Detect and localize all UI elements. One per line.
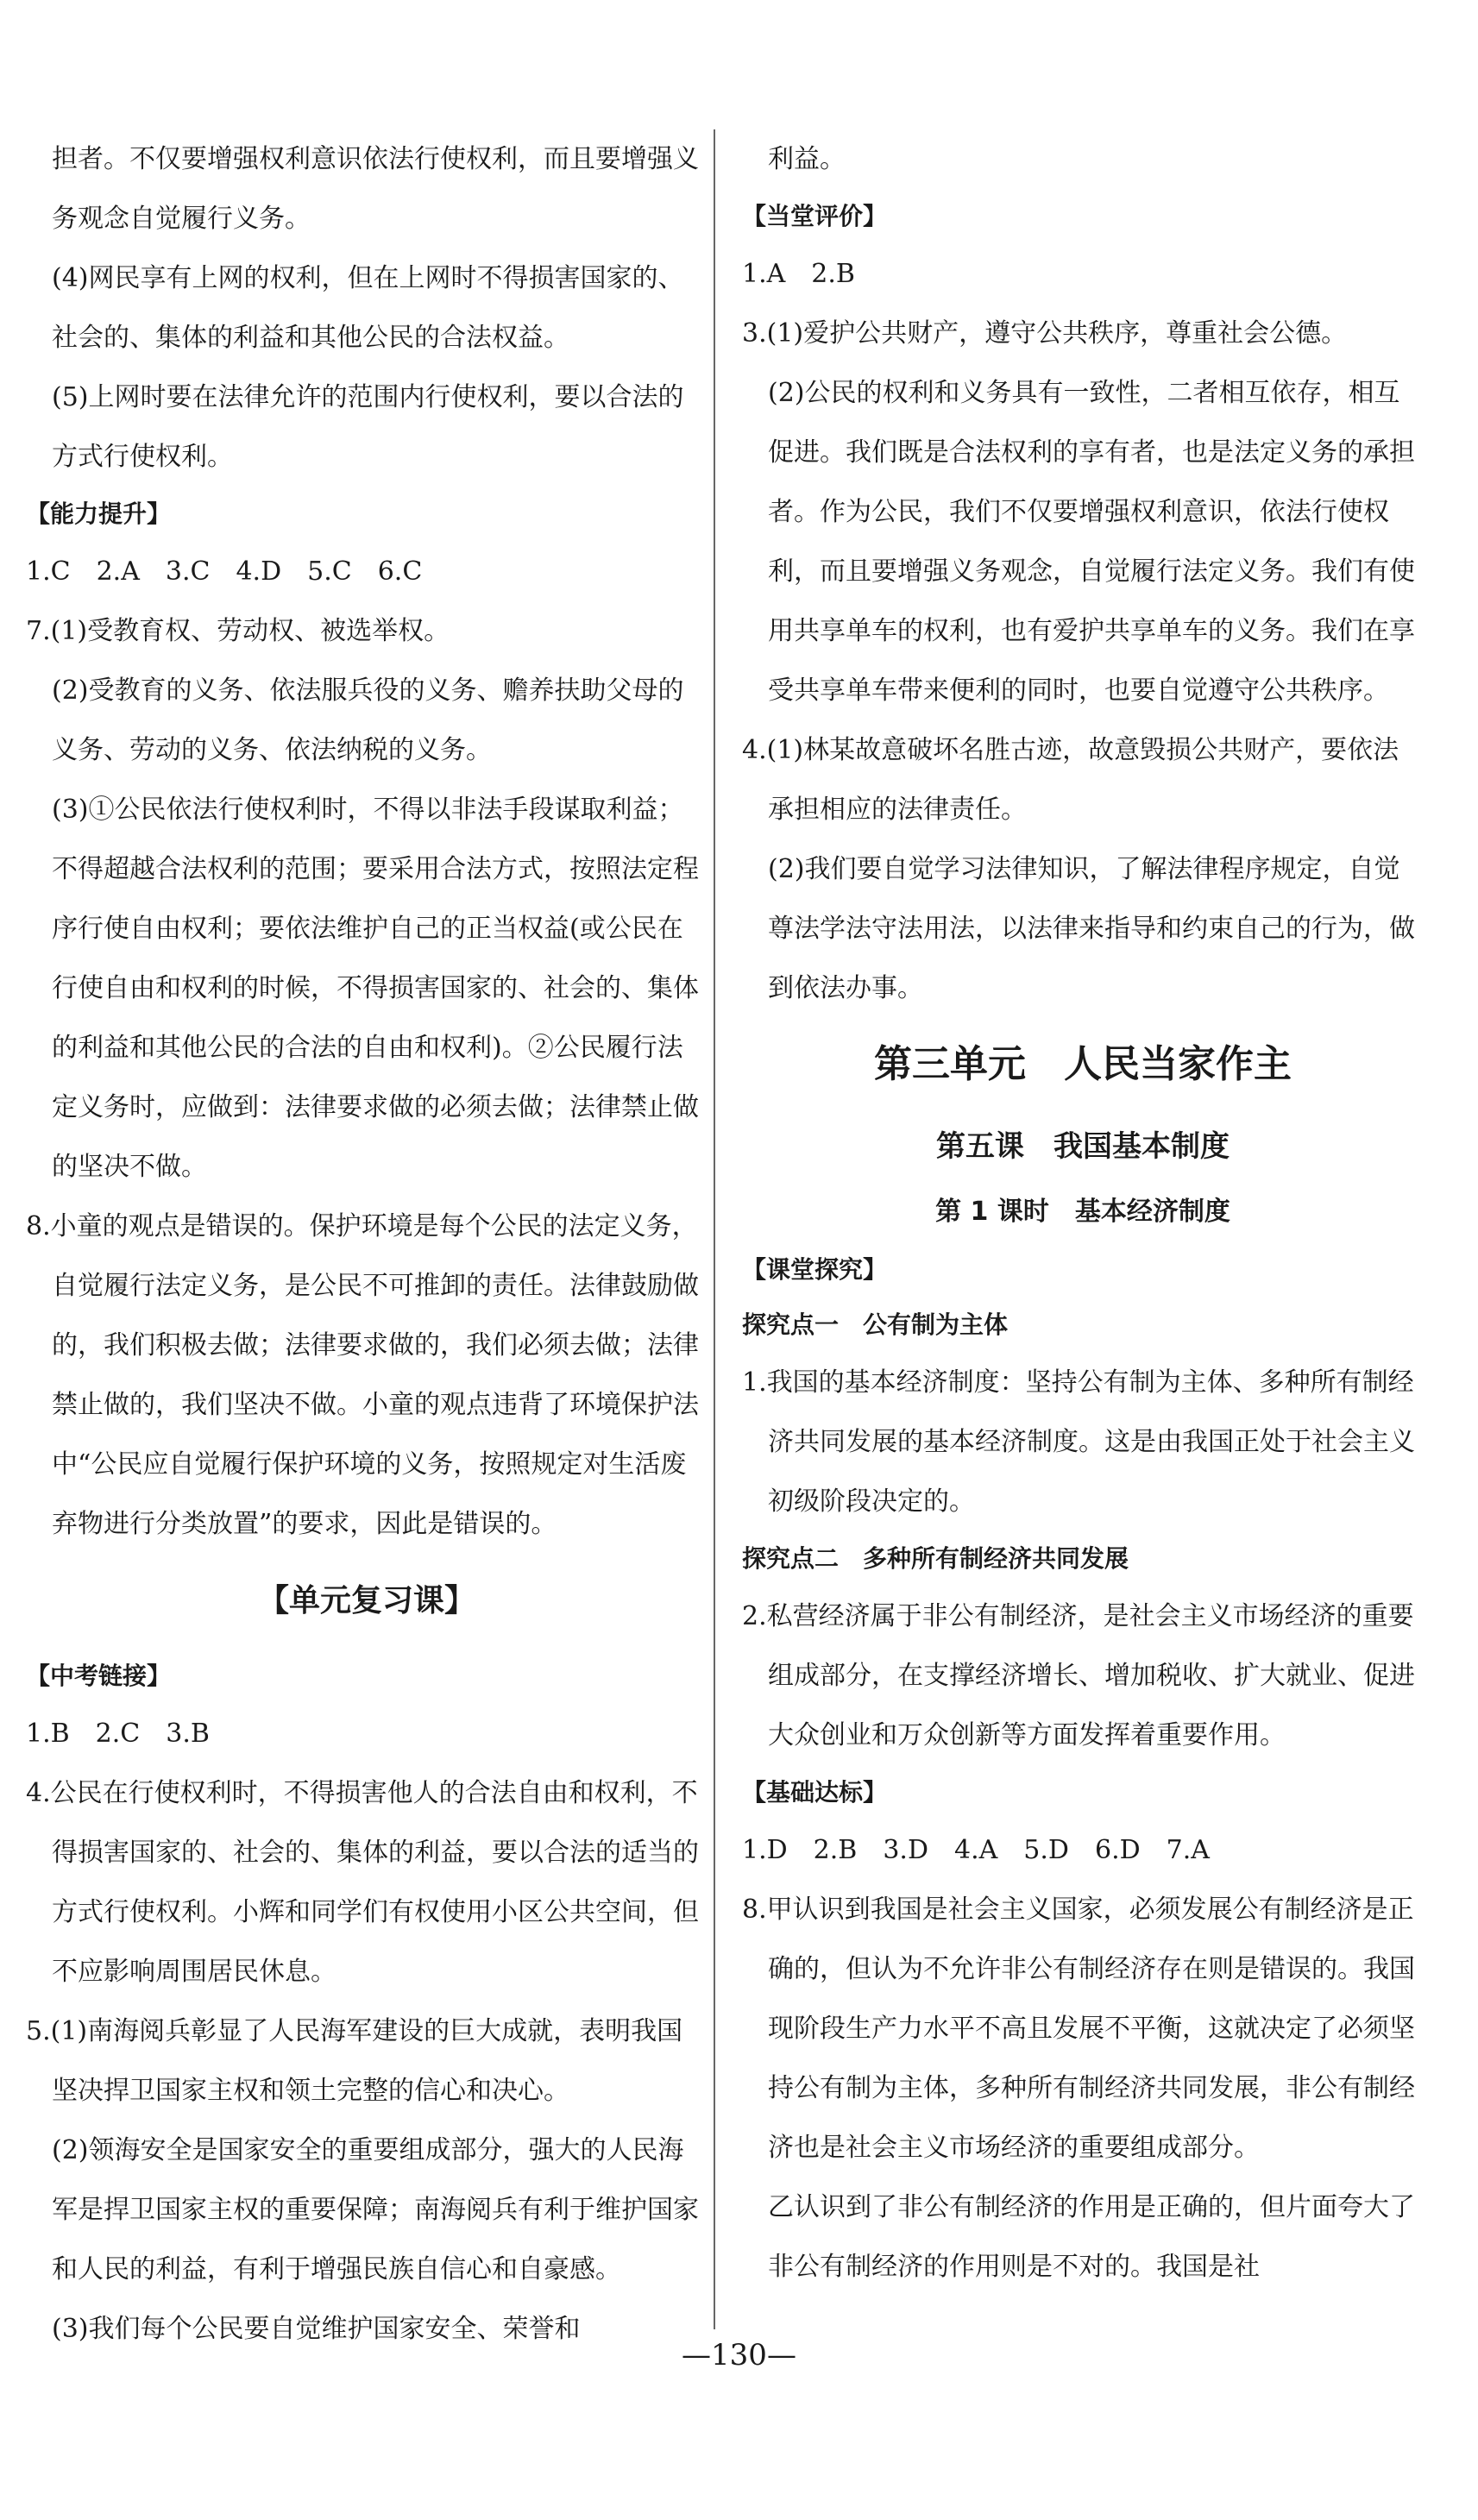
answer-line: 1.C 2.A 3.C 4.D 5.C 6.C bbox=[26, 556, 423, 587]
period-title: 第 1 课时 基本经济制度 bbox=[935, 1197, 1230, 1227]
answer-item: 7.(1)受教育权、劳动权、被选举权。 bbox=[26, 616, 450, 646]
section-heading-eval: 【当堂评价】 bbox=[742, 202, 888, 230]
section-heading-exam: 【中考链接】 bbox=[26, 1662, 172, 1690]
section-heading-basic: 【基础达标】 bbox=[742, 1778, 888, 1807]
column-divider bbox=[714, 129, 715, 2329]
lesson-title: 第五课 我国基本制度 bbox=[936, 1129, 1230, 1164]
page-number: —130— bbox=[682, 2338, 796, 2372]
unit-review-title: 【单元复习课】 bbox=[257, 1583, 475, 1618]
answer-item: (2)我们要自觉学习法律知识，了解法律程序规定，自觉尊法学法守法用法，以法律来指导和约束自己的行为，做到依法办事。 bbox=[768, 854, 1415, 1003]
paragraph: 利益。 bbox=[768, 144, 846, 174]
paragraph: (4)网民享有上网的权利，但在上网时不得损害国家的、社会的、集体的利益和其他公民的合法权益。 bbox=[52, 263, 684, 353]
answer-item: (2)受教育的义务、依法服兵役的义务、赡养扶助父母的义务、劳动的义务、依法纳税的义务。 bbox=[52, 676, 684, 765]
section-heading-explore: 【课堂探究】 bbox=[742, 1255, 888, 1284]
left-column bbox=[26, 129, 708, 2359]
answer-item: 3.(1)爱护公共财产，遵守公共秩序，尊重社会公德。 bbox=[742, 318, 1348, 349]
answer-item: 8.小童的观点是错误的。保护环境是每个公民的法定义务，自觉履行法定义务，是公民不可推卸的责任。法律鼓励做的，我们积极去做；法律要求做的，我们必须去做；法律禁止做的，我们坚决不做。小童的观点违背了环境保护法中“公民应自觉履行保护环境的义务，按照规定对生活废弃物进行分类放置”的要求，因此是错误的。 bbox=[26, 1211, 699, 1539]
answer-item: (3)①公民依法行使权利时，不得以非法手段谋取利益；不得超越合法权利的范围；要采用合法方式，按照法定程序行使自由权利；要依法维护自己的正当权益(或公民在行使自由和权利的时候，不得损害国家的、社会的、集体的利益和其他公民的合法的自由和权利)。②公民履行法定义务时，应做到：法律要求做的必须去做；法律禁止做的坚决不做。 bbox=[52, 795, 699, 1182]
answer-item: (3)我们每个公民要自觉维护国家安全、荣誉和 bbox=[52, 2314, 581, 2344]
paragraph: (5)上网时要在法律允许的范围内行使权利，要以合法的方式行使权利。 bbox=[52, 382, 684, 472]
section-heading-ability: 【能力提升】 bbox=[26, 500, 172, 528]
answer-line: 1.D 2.B 3.D 4.A 5.D 6.D 7.A bbox=[742, 1835, 1210, 1865]
answer-item: 乙认识到了非公有制经济的作用是正确的，但片面夸大了非公有制经济的作用则是不对的。我国是社 bbox=[768, 2192, 1415, 2282]
answer-item: 5.(1)南海阅兵彰显了人民海军建设的巨大成就，表明我国坚决捍卫国家主权和领土完整的信心和决心。 bbox=[26, 2016, 683, 2106]
answer-line: 1.A 2.B bbox=[742, 259, 855, 289]
paragraph: 担者。不仅要增强权利意识依法行使权利，而且要增强义务观念自觉履行义务。 bbox=[52, 144, 699, 234]
explore-point-heading: 探究点一 公有制为主体 bbox=[742, 1310, 1009, 1339]
answer-item: 4.(1)林某故意破坏名胜古迹，故意毁损公共财产，要依法承担相应的法律责任。 bbox=[742, 735, 1399, 825]
unit-title: 第三单元 人民当家作主 bbox=[874, 1042, 1292, 1086]
answer-item: 2.私营经济属于非公有制经济，是社会主义市场经济的重要组成部分，在支撑经济增长、增加税收、扩大就业、促进大众创业和万众创新等方面发挥着重要作用。 bbox=[742, 1601, 1415, 1750]
answer-item: 4.公民在行使权利时，不得损害他人的合法自由和权利，不得损害国家的、社会的、集体的利益，要以合法的适当的方式行使权利。小辉和同学们有权使用小区公共空间，但不应影响周围居民休息。 bbox=[26, 1778, 699, 1987]
answer-item: 8.甲认识到我国是社会主义国家，必须发展公有制经济是正确的，但认为不允许非公有制经济存在则是错误的。我国现阶段生产力水平不高且发展不平衡，这就决定了必须坚持公有制为主体，多种所有制经济共同发展，非公有制经济也是社会主义市场经济的重要组成部分。 bbox=[742, 1895, 1415, 2163]
explore-point-heading: 探究点二 多种所有制经济共同发展 bbox=[742, 1544, 1129, 1573]
right-column bbox=[742, 129, 1424, 2297]
answer-item: 1.我国的基本经济制度：坚持公有制为主体、多种所有制经济共同发展的基本经济制度。这是由我国正处于社会主义初级阶段决定的。 bbox=[742, 1367, 1415, 1517]
answer-line: 1.B 2.C 3.B bbox=[26, 1719, 210, 1749]
answer-item: (2)领海安全是国家安全的重要组成部分，强大的人民海军是捍卫国家主权的重要保障；南海阅兵有利于维护国家和人民的利益，有利于增强民族自信心和自豪感。 bbox=[52, 2135, 699, 2284]
answer-item: (2)公民的权利和义务具有一致性，二者相互依存，相互促进。我们既是合法权利的享有者，也是法定义务的承担者。作为公民，我们不仅要增强权利意识，依法行使权利，而且要增强义务观念，自觉履行法定义务。我们有使用共享单车的权利，也有爱护共享单车的义务。我们在享受共享单车带来便利的同时，也要自觉遵守公共秩序。 bbox=[768, 378, 1415, 706]
